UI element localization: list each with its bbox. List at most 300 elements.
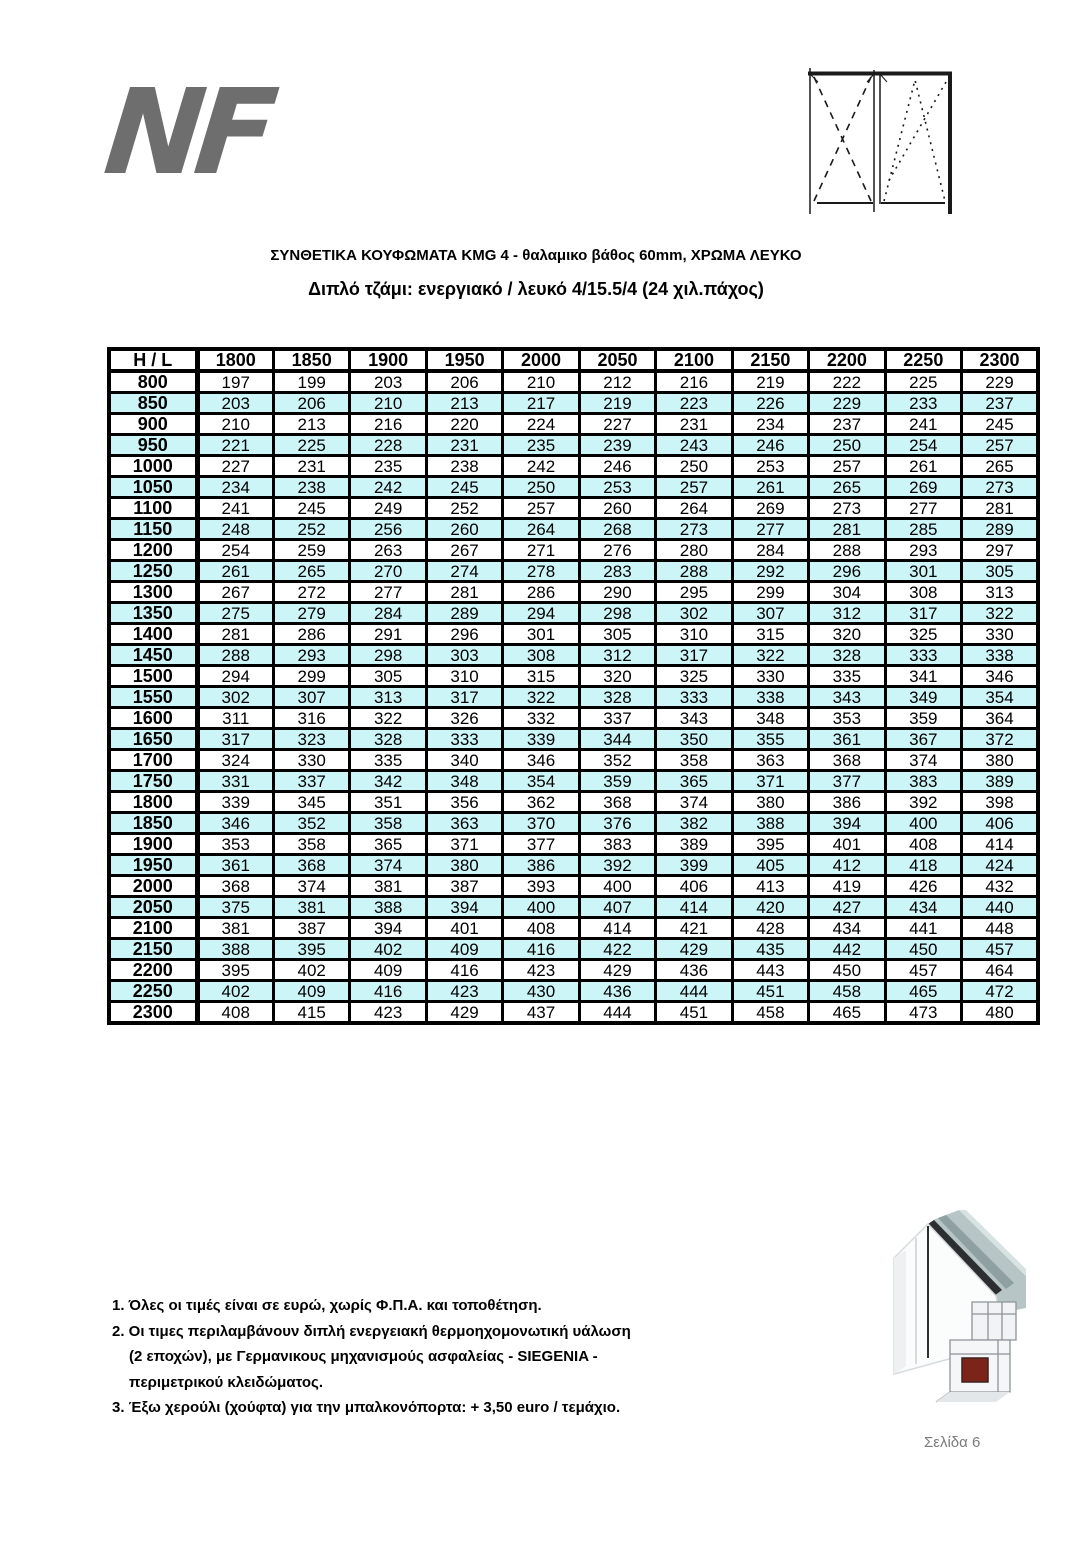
price-cell: 275	[197, 603, 273, 624]
price-table-body	[109, 371, 1038, 1023]
price-cell: 298	[579, 603, 655, 624]
table-row	[109, 393, 1038, 414]
row-header: 950	[109, 435, 197, 456]
price-cell: 245	[426, 477, 502, 498]
price-cell: 465	[809, 1002, 885, 1024]
row-header: 1050	[109, 477, 197, 498]
price-cell: 365	[350, 834, 426, 855]
price-cell: 335	[350, 750, 426, 771]
price-cell: 457	[962, 939, 1038, 960]
price-cell: 294	[503, 603, 579, 624]
price-cell: 293	[885, 540, 961, 561]
price-cell: 248	[197, 519, 273, 540]
price-cell: 245	[962, 414, 1038, 435]
price-cell: 305	[350, 666, 426, 687]
price-cell: 261	[885, 456, 961, 477]
price-cell: 400	[579, 876, 655, 897]
page-subtitle: Διπλό τζάμι: ενεργιακό / λευκό 4/15.5/4 (24 χιλ.πάχος)	[308, 279, 764, 299]
price-cell: 224	[503, 414, 579, 435]
price-cell: 353	[197, 834, 273, 855]
price-cell: 250	[809, 435, 885, 456]
price-cell: 465	[885, 981, 961, 1002]
price-cell: 406	[656, 876, 732, 897]
price-cell: 386	[809, 792, 885, 813]
notes	[112, 1293, 631, 1421]
note-line: 1. Όλες οι τιμές είναι σε ευρώ, χωρίς Φ.Π.Α. και τοποθέτηση.	[112, 1297, 542, 1314]
price-cell: 328	[809, 645, 885, 666]
price-cell: 273	[962, 477, 1038, 498]
price-cell: 371	[732, 771, 808, 792]
price-cell: 216	[350, 414, 426, 435]
price-cell: 286	[273, 624, 349, 645]
row-header: 1450	[109, 645, 197, 666]
price-cell: 220	[426, 414, 502, 435]
price-cell: 432	[962, 876, 1038, 897]
price-cell: 238	[273, 477, 349, 498]
price-cell: 355	[732, 729, 808, 750]
price-cell: 219	[579, 393, 655, 414]
price-cell: 270	[350, 561, 426, 582]
price-cell: 350	[656, 729, 732, 750]
price-cell: 283	[579, 561, 655, 582]
price-cell: 338	[962, 645, 1038, 666]
price-cell: 430	[503, 981, 579, 1002]
price-cell: 322	[732, 645, 808, 666]
price-cell: 320	[579, 666, 655, 687]
price-cell: 351	[350, 792, 426, 813]
price-cell: 313	[350, 687, 426, 708]
price-cell: 409	[273, 981, 349, 1002]
price-cell: 246	[732, 435, 808, 456]
price-cell: 260	[579, 498, 655, 519]
price-cell: 407	[579, 897, 655, 918]
price-cell: 429	[579, 960, 655, 981]
column-header: 2150	[732, 349, 808, 371]
table-row	[109, 435, 1038, 456]
price-cell: 312	[809, 603, 885, 624]
table-row	[109, 771, 1038, 792]
price-cell: 317	[656, 645, 732, 666]
price-cell: 421	[656, 918, 732, 939]
table-row	[109, 981, 1038, 1002]
price-cell: 409	[350, 960, 426, 981]
row-header: 1800	[109, 792, 197, 813]
price-cell: 301	[503, 624, 579, 645]
price-cell: 310	[656, 624, 732, 645]
price-cell: 434	[885, 897, 961, 918]
price-cell: 408	[197, 1002, 273, 1024]
price-cell: 408	[503, 918, 579, 939]
price-cell: 406	[962, 813, 1038, 834]
price-cell: 381	[197, 918, 273, 939]
price-cell: 440	[962, 897, 1038, 918]
price-cell: 273	[656, 519, 732, 540]
price-cell: 348	[732, 708, 808, 729]
price-cell: 358	[350, 813, 426, 834]
price-cell: 402	[197, 981, 273, 1002]
price-cell: 333	[656, 687, 732, 708]
price-cell: 233	[885, 393, 961, 414]
price-cell: 322	[350, 708, 426, 729]
price-cell: 429	[426, 1002, 502, 1024]
price-cell: 458	[732, 1002, 808, 1024]
price-cell: 361	[197, 855, 273, 876]
price-cell: 235	[503, 435, 579, 456]
price-cell: 291	[350, 624, 426, 645]
price-cell: 389	[656, 834, 732, 855]
price-cell: 250	[656, 456, 732, 477]
row-header: 1750	[109, 771, 197, 792]
price-cell: 288	[197, 645, 273, 666]
price-cell: 212	[579, 371, 655, 393]
price-cell: 264	[503, 519, 579, 540]
column-header: 2200	[809, 349, 885, 371]
price-cell: 380	[962, 750, 1038, 771]
price-cell: 294	[197, 666, 273, 687]
price-cell: 324	[197, 750, 273, 771]
price-cell: 231	[273, 456, 349, 477]
table-row	[109, 1002, 1038, 1024]
table-row	[109, 687, 1038, 708]
column-header: 2000	[503, 349, 579, 371]
price-cell: 223	[656, 393, 732, 414]
price-cell: 348	[426, 771, 502, 792]
price-cell: 420	[732, 897, 808, 918]
price-cell: 405	[732, 855, 808, 876]
price-cell: 249	[350, 498, 426, 519]
price-cell: 354	[962, 687, 1038, 708]
row-header: 1350	[109, 603, 197, 624]
price-cell: 234	[732, 414, 808, 435]
price-cell: 213	[426, 393, 502, 414]
price-cell: 242	[350, 477, 426, 498]
price-cell: 280	[656, 540, 732, 561]
price-cell: 315	[503, 666, 579, 687]
price-cell: 238	[426, 456, 502, 477]
price-cell: 269	[732, 498, 808, 519]
table-row	[109, 939, 1038, 960]
price-cell: 340	[426, 750, 502, 771]
price-cell: 237	[809, 414, 885, 435]
price-cell: 272	[273, 582, 349, 603]
price-cell: 277	[732, 519, 808, 540]
row-header: 2100	[109, 918, 197, 939]
table-row	[109, 813, 1038, 834]
price-cell: 302	[197, 687, 273, 708]
price-cell: 389	[962, 771, 1038, 792]
price-cell: 408	[885, 834, 961, 855]
price-cell: 398	[962, 792, 1038, 813]
price-cell: 346	[962, 666, 1038, 687]
table-row	[109, 519, 1038, 540]
price-cell: 225	[273, 435, 349, 456]
table-row	[109, 960, 1038, 981]
price-cell: 257	[503, 498, 579, 519]
price-cell: 241	[885, 414, 961, 435]
price-cell: 443	[732, 960, 808, 981]
price-cell: 260	[426, 519, 502, 540]
price-cell: 387	[426, 876, 502, 897]
price-cell: 322	[503, 687, 579, 708]
price-cell: 305	[579, 624, 655, 645]
price-cell: 261	[197, 561, 273, 582]
price-cell: 308	[885, 582, 961, 603]
price-cell: 377	[503, 834, 579, 855]
price-cell: 434	[809, 918, 885, 939]
table-row	[109, 456, 1038, 477]
price-cell: 304	[809, 582, 885, 603]
row-header: 850	[109, 393, 197, 414]
price-cell: 418	[885, 855, 961, 876]
price-cell: 376	[579, 813, 655, 834]
price-cell: 217	[503, 393, 579, 414]
price-cell: 426	[885, 876, 961, 897]
price-cell: 352	[579, 750, 655, 771]
corner-header: H / L	[109, 349, 197, 371]
price-cell: 299	[732, 582, 808, 603]
row-header: 2150	[109, 939, 197, 960]
row-header: 1100	[109, 498, 197, 519]
page-title: ΣΥΝΘΕΤΙΚΑ ΚΟΥΦΩΜΑΤΑ KMG 4 - θαλαμικο βάθος 60mm, ΧΡΩΜΑ ΛΕΥΚΟ	[270, 247, 802, 264]
price-cell: 210	[197, 414, 273, 435]
price-cell: 286	[503, 582, 579, 603]
price-cell: 210	[350, 393, 426, 414]
price-cell: 419	[809, 876, 885, 897]
price-cell: 395	[197, 960, 273, 981]
price-cell: 377	[809, 771, 885, 792]
price-cell: 448	[962, 918, 1038, 939]
column-header: 1800	[197, 349, 273, 371]
price-cell: 310	[426, 666, 502, 687]
price-cell: 338	[732, 687, 808, 708]
table-row	[109, 750, 1038, 771]
title-block	[0, 247, 1072, 300]
table-row	[109, 708, 1038, 729]
price-cell: 464	[962, 960, 1038, 981]
price-cell: 394	[350, 918, 426, 939]
price-cell: 337	[273, 771, 349, 792]
table-row	[109, 792, 1038, 813]
table-row	[109, 876, 1038, 897]
price-cell: 394	[809, 813, 885, 834]
table-row	[109, 414, 1038, 435]
price-cell: 358	[273, 834, 349, 855]
price-cell: 308	[503, 645, 579, 666]
price-cell: 246	[579, 456, 655, 477]
price-cell: 412	[809, 855, 885, 876]
price-cell: 302	[656, 603, 732, 624]
price-cell: 235	[350, 456, 426, 477]
price-cell: 320	[809, 624, 885, 645]
price-cell: 367	[885, 729, 961, 750]
price-cell: 387	[273, 918, 349, 939]
price-cell: 256	[350, 519, 426, 540]
table-row	[109, 729, 1038, 750]
price-cell: 328	[579, 687, 655, 708]
note-line: 2. Οι τιμες περιλαμβάνουν διπλή ενεργειακή θερμοηχομονωτική υάλωση	[112, 1322, 631, 1340]
price-cell: 383	[579, 834, 655, 855]
price-cell: 423	[350, 1002, 426, 1024]
nf-logo: NF	[98, 63, 275, 201]
price-cell: 395	[273, 939, 349, 960]
price-cell: 332	[503, 708, 579, 729]
price-cell: 442	[809, 939, 885, 960]
price-cell: 480	[962, 1002, 1038, 1024]
price-cell: 197	[197, 371, 273, 393]
price-cell: 393	[503, 876, 579, 897]
price-cell: 267	[197, 582, 273, 603]
price-cell: 250	[503, 477, 579, 498]
price-cell: 333	[885, 645, 961, 666]
price-cell: 451	[656, 1002, 732, 1024]
price-cell: 221	[197, 435, 273, 456]
price-cell: 381	[350, 876, 426, 897]
price-cell: 229	[962, 371, 1038, 393]
price-cell: 265	[273, 561, 349, 582]
price-cell: 330	[273, 750, 349, 771]
price-cell: 203	[350, 371, 426, 393]
price-cell: 402	[350, 939, 426, 960]
price-cell: 361	[809, 729, 885, 750]
price-cell: 307	[732, 603, 808, 624]
table-row	[109, 666, 1038, 687]
price-cell: 354	[503, 771, 579, 792]
price-cell: 416	[503, 939, 579, 960]
column-header: 2100	[656, 349, 732, 371]
price-cell: 386	[503, 855, 579, 876]
price-cell: 265	[962, 456, 1038, 477]
price-cell: 231	[656, 414, 732, 435]
price-cell: 298	[350, 645, 426, 666]
price-cell: 296	[426, 624, 502, 645]
price-cell: 436	[656, 960, 732, 981]
note-line: (2 εποχών), με Γερμανικους μηχανισμούς ασφαλείας - SIEGENIA -	[129, 1348, 598, 1365]
price-cell: 269	[885, 477, 961, 498]
price-cell: 313	[962, 582, 1038, 603]
price-cell: 358	[656, 750, 732, 771]
price-cell: 399	[656, 855, 732, 876]
row-header: 1500	[109, 666, 197, 687]
price-cell: 292	[732, 561, 808, 582]
price-cell: 436	[579, 981, 655, 1002]
price-cell: 241	[197, 498, 273, 519]
price-cell: 409	[426, 939, 502, 960]
price-cell: 437	[503, 1002, 579, 1024]
price-cell: 281	[809, 519, 885, 540]
price-cell: 435	[732, 939, 808, 960]
price-cell: 392	[579, 855, 655, 876]
price-cell: 290	[579, 582, 655, 603]
price-cell: 341	[885, 666, 961, 687]
price-cell: 231	[426, 435, 502, 456]
price-cell: 267	[426, 540, 502, 561]
column-header: 1900	[350, 349, 426, 371]
page-number: Σελίδα 6	[924, 1434, 981, 1451]
price-cell: 289	[962, 519, 1038, 540]
price-cell: 401	[426, 918, 502, 939]
price-cell: 263	[350, 540, 426, 561]
price-cell: 392	[885, 792, 961, 813]
price-cell: 322	[962, 603, 1038, 624]
price-cell: 337	[579, 708, 655, 729]
row-header: 1300	[109, 582, 197, 603]
price-cell: 219	[732, 371, 808, 393]
row-header: 1250	[109, 561, 197, 582]
row-header: 1900	[109, 834, 197, 855]
price-cell: 401	[809, 834, 885, 855]
price-cell: 374	[273, 876, 349, 897]
price-cell: 281	[962, 498, 1038, 519]
price-cell: 284	[350, 603, 426, 624]
price-cell: 344	[579, 729, 655, 750]
row-header: 1000	[109, 456, 197, 477]
price-cell: 316	[273, 708, 349, 729]
price-cell: 457	[885, 960, 961, 981]
price-cell: 356	[426, 792, 502, 813]
price-cell: 259	[273, 540, 349, 561]
price-cell: 444	[656, 981, 732, 1002]
row-header: 2050	[109, 897, 197, 918]
price-cell: 284	[732, 540, 808, 561]
price-cell: 345	[273, 792, 349, 813]
price-cell: 237	[962, 393, 1038, 414]
table-row	[109, 918, 1038, 939]
price-cell: 227	[197, 456, 273, 477]
row-header: 1150	[109, 519, 197, 540]
table-row	[109, 603, 1038, 624]
price-cell: 342	[350, 771, 426, 792]
price-cell: 299	[273, 666, 349, 687]
price-cell: 257	[809, 456, 885, 477]
price-cell: 349	[885, 687, 961, 708]
price-cell: 343	[656, 708, 732, 729]
price-cell: 364	[962, 708, 1038, 729]
price-cell: 441	[885, 918, 961, 939]
price-cell: 374	[656, 792, 732, 813]
row-header: 900	[109, 414, 197, 435]
price-cell: 359	[885, 708, 961, 729]
price-cell: 375	[197, 897, 273, 918]
price-cell: 277	[885, 498, 961, 519]
table-row	[109, 561, 1038, 582]
price-cell: 296	[809, 561, 885, 582]
table-row	[109, 582, 1038, 603]
price-cell: 276	[579, 540, 655, 561]
row-header: 2000	[109, 876, 197, 897]
price-cell: 428	[732, 918, 808, 939]
price-cell: 216	[656, 371, 732, 393]
column-header: 2250	[885, 349, 961, 371]
price-cell: 370	[503, 813, 579, 834]
price-cell: 239	[579, 435, 655, 456]
price-cell: 274	[426, 561, 502, 582]
price-cell: 278	[503, 561, 579, 582]
price-cell: 472	[962, 981, 1038, 1002]
price-cell: 346	[503, 750, 579, 771]
price-cell: 400	[885, 813, 961, 834]
row-header: 1600	[109, 708, 197, 729]
price-cell: 303	[426, 645, 502, 666]
price-cell: 242	[503, 456, 579, 477]
note-line: περιμετρικού κλειδώματος.	[129, 1373, 323, 1391]
price-cell: 243	[656, 435, 732, 456]
price-cell: 312	[579, 645, 655, 666]
price-cell: 423	[426, 981, 502, 1002]
price-cell: 458	[809, 981, 885, 1002]
price-cell: 203	[197, 393, 273, 414]
price-cell: 424	[962, 855, 1038, 876]
price-cell: 429	[656, 939, 732, 960]
